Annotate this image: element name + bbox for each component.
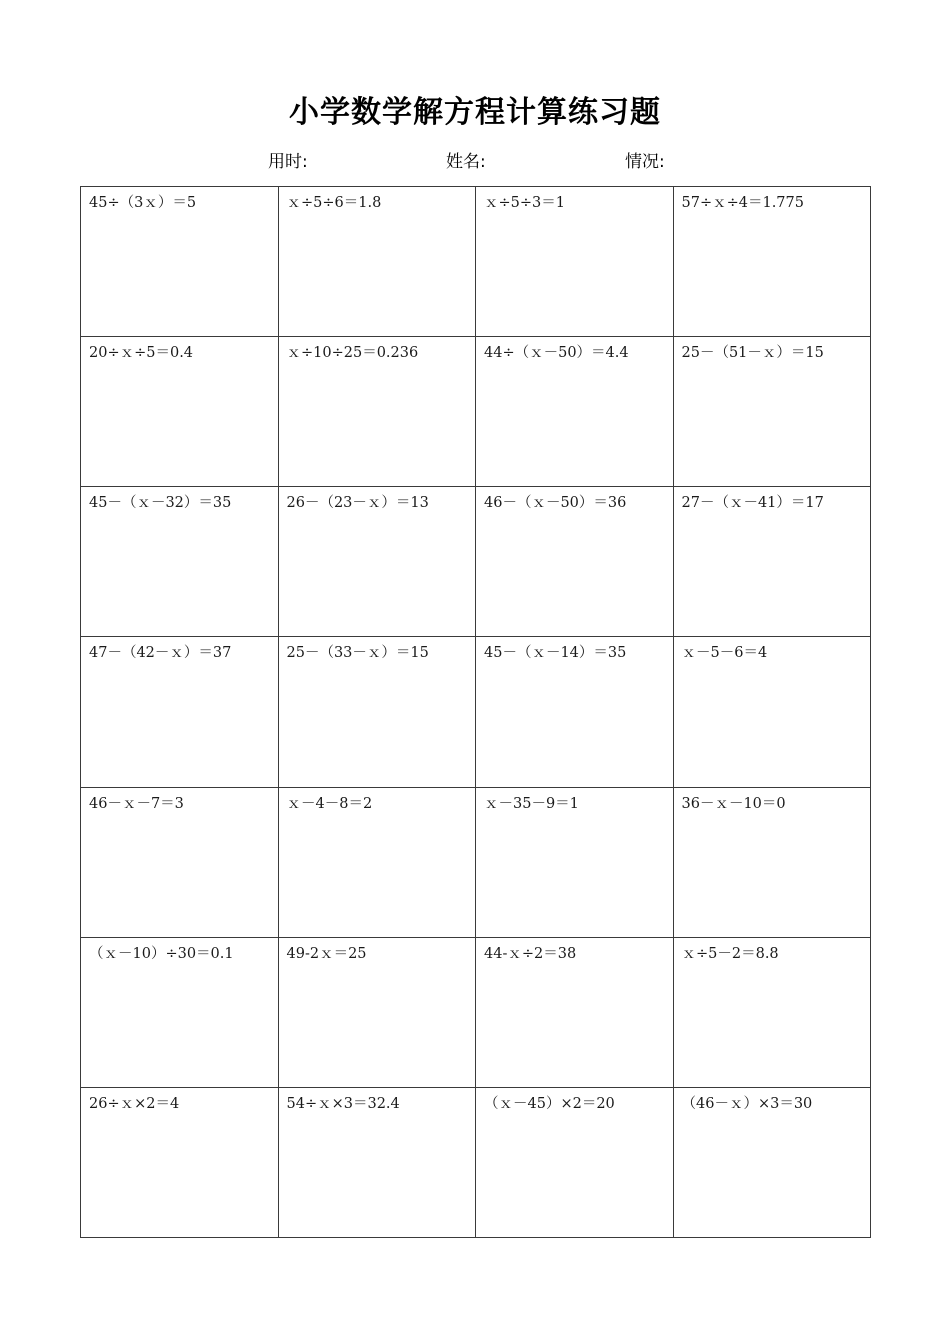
problem-cell[interactable] <box>81 487 279 637</box>
problem-text: 26－（23－ｘ）＝13 <box>286 495 429 512</box>
problem-text: 45÷（3ｘ）＝5 <box>89 195 197 211</box>
problem-text: 26÷ｘ×2＝4 <box>89 1095 180 1112</box>
problem-cell[interactable] <box>673 1087 871 1237</box>
problem-row <box>81 337 871 487</box>
problem-text: ｘ÷5÷6＝1.8 <box>286 195 382 211</box>
problem-text: 27－（ｘ－41）＝17 <box>681 495 824 512</box>
problem-text: 44÷（ｘ－50）＝4.4 <box>484 345 629 362</box>
problem-cell[interactable] <box>81 937 279 1087</box>
problem-cell[interactable] <box>81 337 279 487</box>
problem-cell[interactable] <box>278 937 476 1087</box>
problem-cell[interactable] <box>673 937 871 1087</box>
problem-cell[interactable] <box>278 1087 476 1237</box>
problem-cell[interactable] <box>476 487 674 637</box>
problem-text: 46－ｘ－7＝3 <box>89 795 184 812</box>
problem-row <box>81 487 871 637</box>
status-label: 情况: <box>625 152 665 172</box>
problem-cell[interactable] <box>81 637 279 787</box>
problem-row <box>81 937 871 1087</box>
problem-row <box>81 1087 871 1237</box>
problem-cell[interactable] <box>81 187 279 337</box>
problem-cell[interactable] <box>673 637 871 787</box>
problem-cell[interactable] <box>673 187 871 337</box>
problem-cell[interactable] <box>673 787 871 937</box>
problem-row <box>81 787 871 937</box>
problem-cell[interactable] <box>278 187 476 337</box>
time-label: 用时: <box>268 152 308 172</box>
worksheet-title: 小学数学解方程计算练习题 <box>289 95 661 130</box>
problem-text: ｘ÷5÷3＝1 <box>484 195 565 211</box>
problem-cell[interactable] <box>673 487 871 637</box>
problem-text: 57÷ｘ÷4＝1.775 <box>681 195 804 211</box>
problem-text: 46－（ｘ－50）＝36 <box>484 495 627 512</box>
problem-text: 47－（42－ｘ）＝37 <box>89 645 232 662</box>
problem-text: 44-ｘ÷2＝38 <box>484 945 577 962</box>
problem-grid <box>80 186 871 1238</box>
problem-cell[interactable] <box>476 187 674 337</box>
problem-cell[interactable] <box>278 337 476 487</box>
problem-row <box>81 187 871 337</box>
problem-text: 25－（51－ｘ）＝15 <box>681 345 824 362</box>
problem-text: 49-2ｘ＝25 <box>286 945 367 962</box>
problem-cell[interactable] <box>278 637 476 787</box>
problem-text: 25－（33－ｘ）＝15 <box>286 645 429 662</box>
problem-cell[interactable] <box>81 1087 279 1237</box>
problem-row <box>81 637 871 787</box>
problem-cell[interactable] <box>476 637 674 787</box>
problem-cell[interactable] <box>278 487 476 637</box>
problem-cell[interactable] <box>476 937 674 1087</box>
problem-text: （ｘ－10）÷30＝0.1 <box>89 945 234 962</box>
problem-cell[interactable] <box>81 787 279 937</box>
problem-text: 54÷ｘ×3＝32.4 <box>286 1095 400 1112</box>
problem-text: ｘ÷5－2＝8.8 <box>681 945 779 962</box>
problem-cell[interactable] <box>476 337 674 487</box>
problem-text: ｘ－5－6＝4 <box>681 645 768 662</box>
problem-text: 45－（ｘ－14）＝35 <box>484 645 627 662</box>
problem-cell[interactable] <box>476 787 674 937</box>
problem-text: ｘ－4－8＝2 <box>286 795 373 812</box>
problem-cell[interactable] <box>476 1087 674 1237</box>
problem-text: 20÷ｘ÷5＝0.4 <box>89 345 194 362</box>
problem-text: （46－ｘ）×3＝30 <box>681 1095 813 1112</box>
name-label: 姓名: <box>446 152 486 172</box>
problem-text: ｘ÷10÷25＝0.236 <box>286 345 419 362</box>
problem-text: ｘ－35－9＝1 <box>484 795 579 812</box>
problem-cell[interactable] <box>673 337 871 487</box>
problem-cell[interactable] <box>278 787 476 937</box>
problem-text: 45－（ｘ－32）＝35 <box>89 495 232 512</box>
problem-text: （ｘ－45）×2＝20 <box>484 1095 615 1112</box>
problem-text: 36－ｘ－10＝0 <box>681 795 786 812</box>
